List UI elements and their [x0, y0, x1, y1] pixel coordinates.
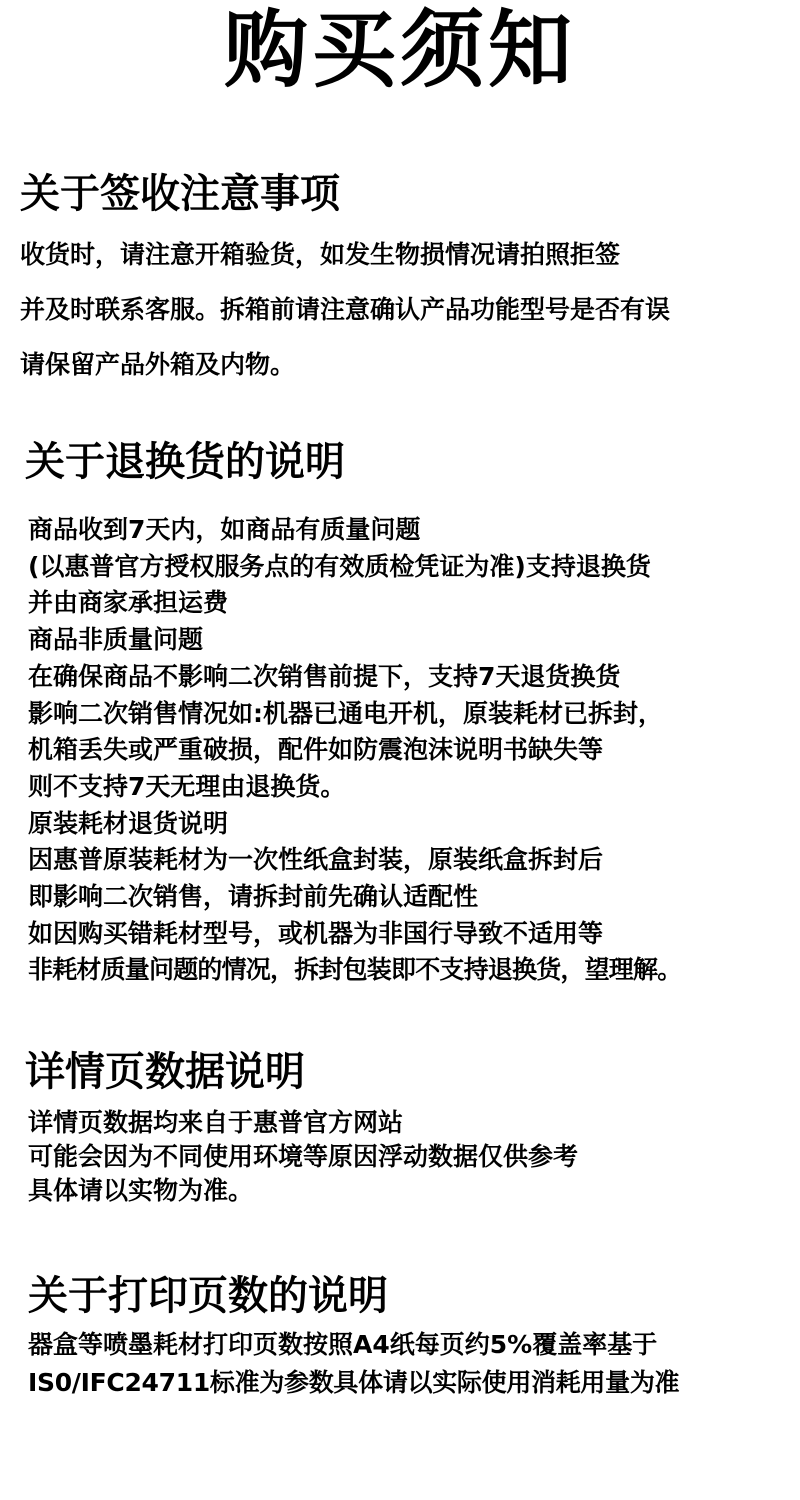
returns-line-8: 则不支持7天无理由退换货。: [28, 771, 346, 801]
returns-line-13: 非耗材质量问题的情况，拆封包装即不支持退换货，望理解。: [28, 955, 682, 985]
print-pages-line-1: 器盒等喷墨耗材打印页数按照A4纸每页约5%覆盖率基于: [28, 1330, 658, 1359]
returns-line-12: 如因购买错耗材型号，或机器为非国行导致不适用等: [28, 918, 604, 948]
returns-line-3: 并由商家承担运费: [28, 588, 229, 618]
section-title-returns: 关于退换货的说明: [25, 439, 345, 485]
details-text-block: [28, 1106, 578, 1208]
returns-line-10: 因惠普原装耗材为一次性纸盒封装，原装纸盒拆封后: [28, 845, 604, 875]
returns-line-11: 即影响二次销售，请拆封前先确认适配性: [28, 882, 479, 912]
returns-line-2: (以惠普官方授权服务点的有效质检凭证为准)支持退换货: [28, 551, 651, 581]
section-title-signing: 关于签收注意事项: [20, 171, 340, 217]
section-title-details-data: 详情页数据说明: [25, 1049, 305, 1095]
returns-line-4: 商品非质量问题: [28, 625, 204, 655]
returns-line-6: 影响二次销售情况如:机器已通电开机，原装耗材已拆封，: [28, 698, 663, 728]
details-line-1: 详情页数据均来自于惠普官方网站: [28, 1108, 404, 1137]
signing-line-1: 收货时，请注意开箱验货，如发生物损情况请拍照拒签: [20, 240, 621, 269]
returns-line-1: 商品收到7天内，如商品有质量问题: [28, 515, 421, 544]
page-title: 购买须知: [223, 1, 576, 99]
returns-line-5: 在确保商品不影响二次销售前提下，支持7天退货换货: [28, 661, 621, 691]
print-pages-text-block: [28, 1326, 679, 1402]
returns-line-9: 原装耗材退货说明: [28, 808, 229, 838]
signing-line-2: 并及时联系客服。拆箱前请注意确认产品功能型号是否有误: [20, 295, 671, 324]
returns-text-block: [28, 512, 681, 989]
signing-line-3: 请保留产品外箱及内物。: [20, 350, 296, 379]
details-line-3: 具体请以实物为准。: [28, 1176, 254, 1205]
print-pages-line-2: IS0/IFC24711标准为参数具体请以实际使用消耗用量为准: [28, 1368, 680, 1397]
section-title-print-pages: 关于打印页数的说明: [28, 1273, 388, 1319]
returns-line-7: 机箱丢失或严重破损，配件如防震泡沫说明书缺失等: [28, 735, 604, 765]
details-line-2: 可能会因为不同使用环境等原因浮动数据仅供参考: [28, 1142, 579, 1171]
